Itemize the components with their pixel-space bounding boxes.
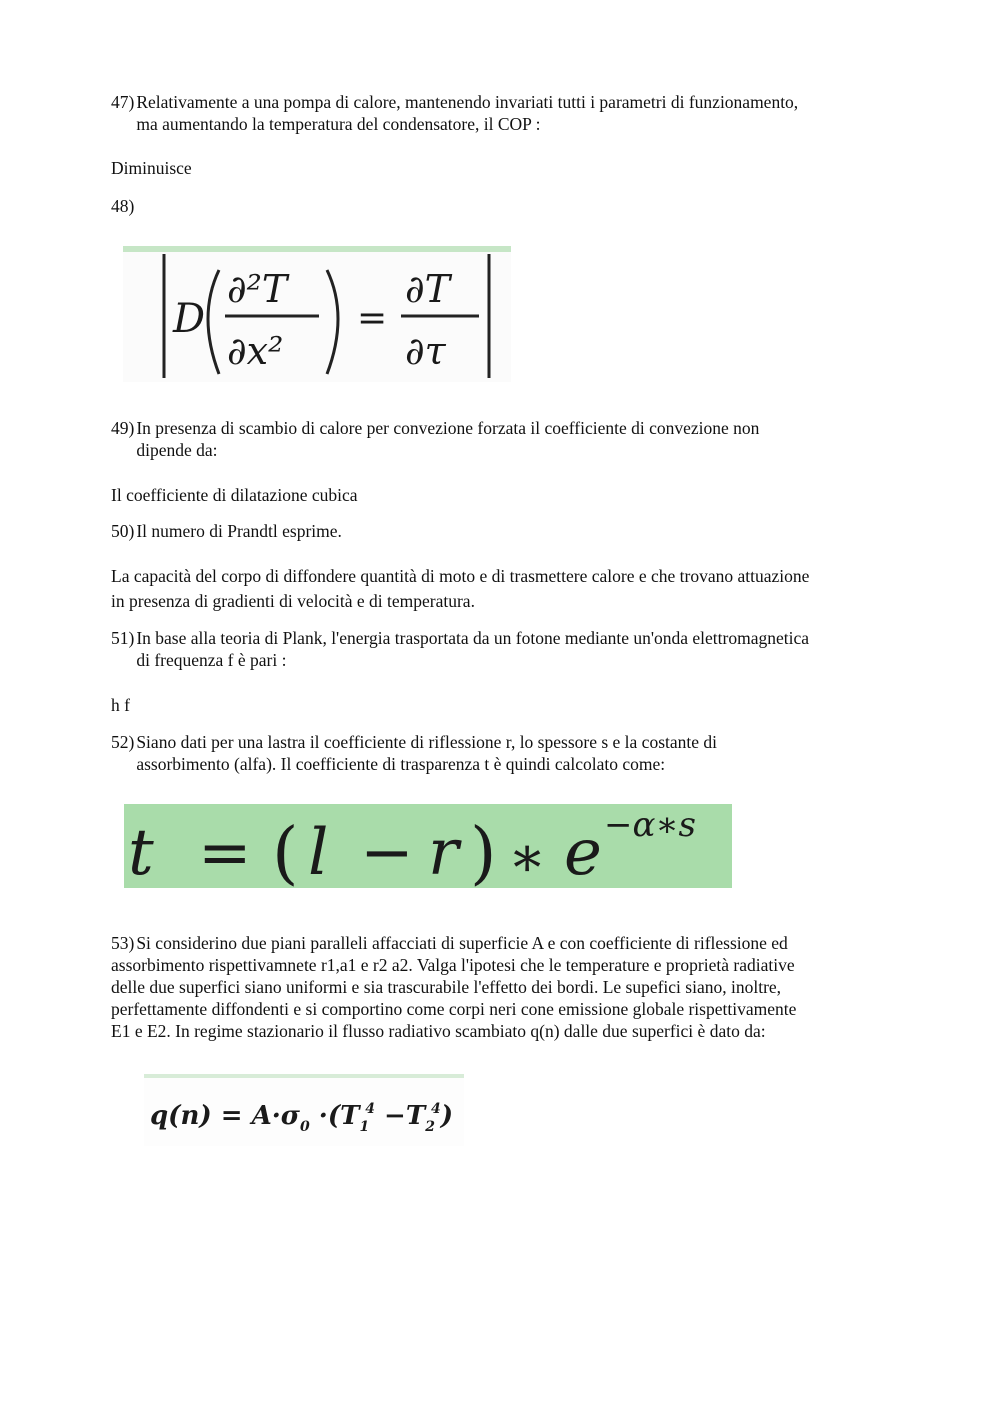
formula-rhs-numerator: ∂T: [405, 267, 450, 311]
formula-minus: −T: [375, 1101, 426, 1131]
formula-exponent: −α∗s: [604, 805, 697, 845]
question-47: [111, 91, 891, 135]
question-number: 50): [111, 521, 135, 541]
formula-53-image: [144, 1074, 464, 1146]
formula-numerator: ∂²T: [227, 267, 288, 311]
answer-text: La capacità del corpo di diffondere quantità di moto e di trasmettere calore e che trovano attuazione: [111, 566, 810, 586]
formula-paren-open: (: [272, 814, 299, 888]
answer-50: [111, 565, 911, 612]
formula-denominator: ∂x²: [227, 329, 284, 373]
question-text: ma aumentando la temperatura del condensatore, il COP :: [136, 114, 541, 134]
question-text: assorbimento (alfa). Il coefficiente di trasparenza t è quindi calcolato come:: [136, 754, 666, 774]
question-text: Relativamente a una pompa di calore, mantenendo invariati tutti i parametri di funzionamento,: [136, 92, 799, 112]
formula-sub-2: 2: [425, 1119, 435, 1135]
question-number: 49): [111, 418, 135, 438]
question-text: di frequenza f è pari :: [136, 650, 287, 670]
question-text: dipende da:: [136, 440, 218, 460]
formula-coef: D: [173, 296, 206, 342]
answer-51: h f: [111, 695, 130, 715]
formula-r: r: [428, 816, 459, 888]
question-53: [111, 932, 901, 954]
formula-close: ): [440, 1101, 453, 1131]
question-text: perfettamente diffondenti e si comportino come corpi neri cone emissione globale rispettivamente: [111, 999, 797, 1019]
formula-rhs-denominator: ∂τ: [405, 329, 446, 373]
question-number: 53): [111, 933, 135, 953]
formula-sub-1: 1: [359, 1119, 370, 1135]
formula-48-image: [123, 246, 511, 382]
question-50: [111, 520, 891, 542]
formula-sup-1: 4: [365, 1101, 375, 1117]
question-number: 52): [111, 732, 135, 752]
question-53-continued: [111, 954, 901, 1042]
question-52: [111, 731, 891, 775]
question-number: 51): [111, 628, 135, 648]
question-text: Il numero di Prandtl esprime.: [136, 521, 342, 541]
answer-text: in presenza di gradienti di velocità e di temperatura.: [111, 591, 475, 611]
answer-47: Diminuisce: [111, 158, 192, 178]
formula-minus: −: [360, 816, 414, 888]
formula-lhs: t: [128, 816, 154, 888]
question-48-number: 48): [111, 196, 135, 216]
question-text: delle due superfici siano uniformi e sia trascurabile l'effetto dei bordi. Le supefici siano, inoltre,: [111, 977, 782, 997]
question-51: [111, 627, 911, 671]
formula-one: l: [308, 816, 329, 888]
formula-lhs-text: q(n) = A·σ: [150, 1101, 300, 1131]
formula-equals: =: [198, 816, 252, 888]
question-49: [111, 417, 891, 461]
formula-paren-close: ): [470, 814, 497, 888]
question-text: In presenza di scambio di calore per convezione forzata il coefficiente di convezione non: [136, 418, 760, 438]
question-text: Si considerino due piani paralleli affacciati di superficie A e con coefficiente di riflessione ed: [136, 933, 788, 953]
question-text: Siano dati per una lastra il coefficiente di riflessione r, lo spessore s e la costante di: [136, 732, 717, 752]
formula-sup-2: 4: [430, 1101, 441, 1117]
formula-equals: =: [357, 298, 388, 339]
question-text: E1 e E2. In regime stazionario il flusso radiativo scambiato q(n) dalle due superfici è dato da:: [111, 1021, 766, 1041]
formula-mid: ·(T: [309, 1101, 360, 1131]
question-number: 47): [111, 92, 135, 112]
formula-sub-0: 0: [299, 1119, 310, 1135]
answer-49: Il coefficiente di dilatazione cubica: [111, 485, 358, 505]
formula-e: e: [564, 816, 602, 888]
formula-52-image: [124, 804, 732, 888]
question-text: In base alla teoria di Plank, l'energia trasportata da un fotone mediante un'onda elettromagnetica: [136, 628, 810, 648]
question-text: assorbimento rispettivamnete r1,a1 e r2 a2. Valga l'ipotesi che le temperature e proprietà radiative: [111, 955, 795, 975]
formula-times: ∗: [508, 825, 547, 888]
